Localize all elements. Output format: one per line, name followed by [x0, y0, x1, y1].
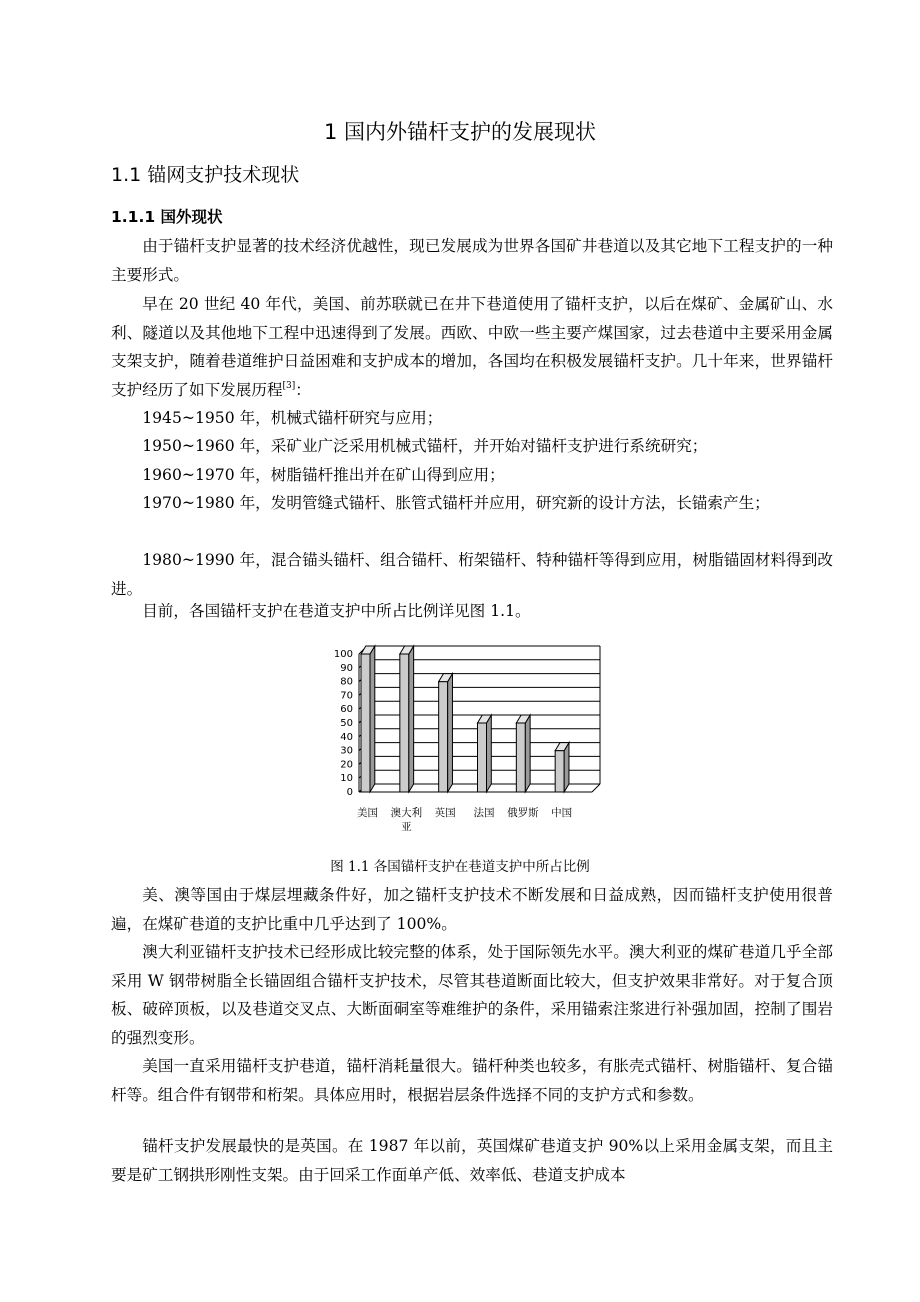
y-tick-label: 0: [346, 787, 353, 798]
paragraph-intro: 由于锚杆支护显著的技术经济优越性，现已发展成为世界各国矿井巷道以及其它地下工程支护的一种主要形式。: [111, 237, 833, 284]
bar-side: [448, 674, 453, 792]
section-heading: 1.1 锚网支护技术现状: [111, 164, 300, 186]
bar: [516, 723, 525, 792]
paragraph-history: [111, 290, 833, 404]
y-tick-label: 70: [340, 690, 353, 702]
bar: [555, 751, 564, 792]
paragraph-history-tail: ：: [295, 380, 311, 399]
paragraph-figure-ref: 目前，各国锚杆支护在巷道支护中所占比例详见图 1.1。: [142, 602, 531, 620]
x-tick-label: 美国: [357, 807, 378, 819]
paragraph-usa: 美国一直采用锚杆支护巷道，锚杆消耗量很大。锚杆种类也较多，有胀壳式锚杆、树脂锚杆、复合锚杆等。组合件有钢带和桁架。具体应用时，根据岩层条件选择不同的支护方式和参数。: [111, 1057, 833, 1104]
timeline-item-1960: 1960~1970 年，树脂锚杆推出并在矿山得到应用；: [142, 466, 505, 484]
x-tick-label: 亚: [401, 821, 412, 833]
paragraph-uk: 锚杆支护发展最快的是英国。在 1987 年以前，英国煤矿巷道支护 90%以上采用金属支架，而且主要是矿工钢拱形刚性支架。由于回采工作面单产低、效率低、巷道支护成本: [111, 1137, 833, 1184]
floor-edge: [592, 784, 600, 792]
x-tick-label: 澳大利: [390, 807, 423, 819]
x-tick-label: 英国: [434, 807, 456, 819]
bar-side: [370, 646, 375, 792]
x-tick-label: 中国: [551, 807, 573, 819]
bar-chart: [330, 632, 610, 844]
bar-side: [409, 646, 414, 792]
paragraph-history-text: 早在 20 世纪 40 年代，美国、前苏联就已在井下巷道使用了锚杆支护，以后在煤矿、金属矿山、水利、隧道以及其他地下工程中迅速得到了发展。西欧、中欧一些主要产煤国家，过去巷道中主要采用金属支架支护，随着巷道维护日益困难和支护成本的增加，各国均在积极发展锚杆支护。几十年来，世界锚杆支护经历了如下发展历程: [111, 295, 833, 399]
chapter-heading: 1 国内外锚杆支护的发展现状: [323, 120, 597, 144]
y-tick-label: 100: [333, 649, 353, 660]
figure-caption: 图 1.1 各国锚杆支护在巷道支护中所占比例: [330, 859, 590, 875]
timeline-item-1970: 1970~1980 年，发明管缝式锚杆、胀管式锚杆并应用，研究新的设计方法，长锚索产生；: [142, 494, 770, 512]
citation-ref: [3]: [282, 380, 296, 391]
timeline-item-1980: 1980~1990 年，混合锚头锚杆、组合锚杆、桁架锚杆、特种锚杆等得到应用，树脂锚固材料得到改进。: [111, 551, 833, 598]
x-tick-label: 俄罗斯: [507, 807, 539, 819]
timeline-item-1945: 1945~1950 年，机械式锚杆研究与应用；: [142, 409, 443, 427]
y-tick-label: 60: [340, 704, 353, 716]
paragraph-australia: 澳大利亚锚杆支护技术已经形成比较完整的体系，处于国际领先水平。澳大利亚的煤矿巷道几乎全部采用 W 钢带树脂全长锚固组合锚杆支护技术，尽管其巷道断面比较大，但支护效果非常好。对于复合顶板、破碎顶板，以及巷道交叉点、大断面硐室等难维护的条件，采用锚索注浆进行补强加固，控制了围岩的强烈变形。: [111, 943, 833, 1047]
y-tick-label: 30: [340, 745, 353, 757]
y-tick-label: 20: [340, 759, 353, 771]
bar: [400, 654, 409, 792]
y-tick-label: 10: [340, 773, 353, 785]
bar-side: [487, 715, 492, 792]
bar-side: [525, 715, 530, 792]
y-tick-label: 40: [340, 731, 353, 743]
y-tick-label: 90: [340, 662, 353, 674]
timeline-item-1950: 1950~1960 年，采矿业广泛采用机械式锚杆，并开始对锚杆支护进行系统研究；: [142, 437, 708, 455]
y-tick-label: 50: [340, 718, 353, 729]
y-tick-label: 80: [340, 676, 353, 688]
bar: [361, 654, 370, 792]
paragraph-us-au: 美、澳等国由于煤层埋藏条件好，加之锚杆支护技术不断发展和日益成熟，因而锚杆支护使用很普遍，在煤矿巷道的支护比重中几乎达到了 100%。: [111, 886, 833, 933]
bar: [439, 682, 448, 792]
subsection-heading: 1.1.1 国外现状: [111, 208, 223, 226]
x-tick-label: 法国: [473, 807, 495, 819]
bar: [478, 723, 487, 792]
